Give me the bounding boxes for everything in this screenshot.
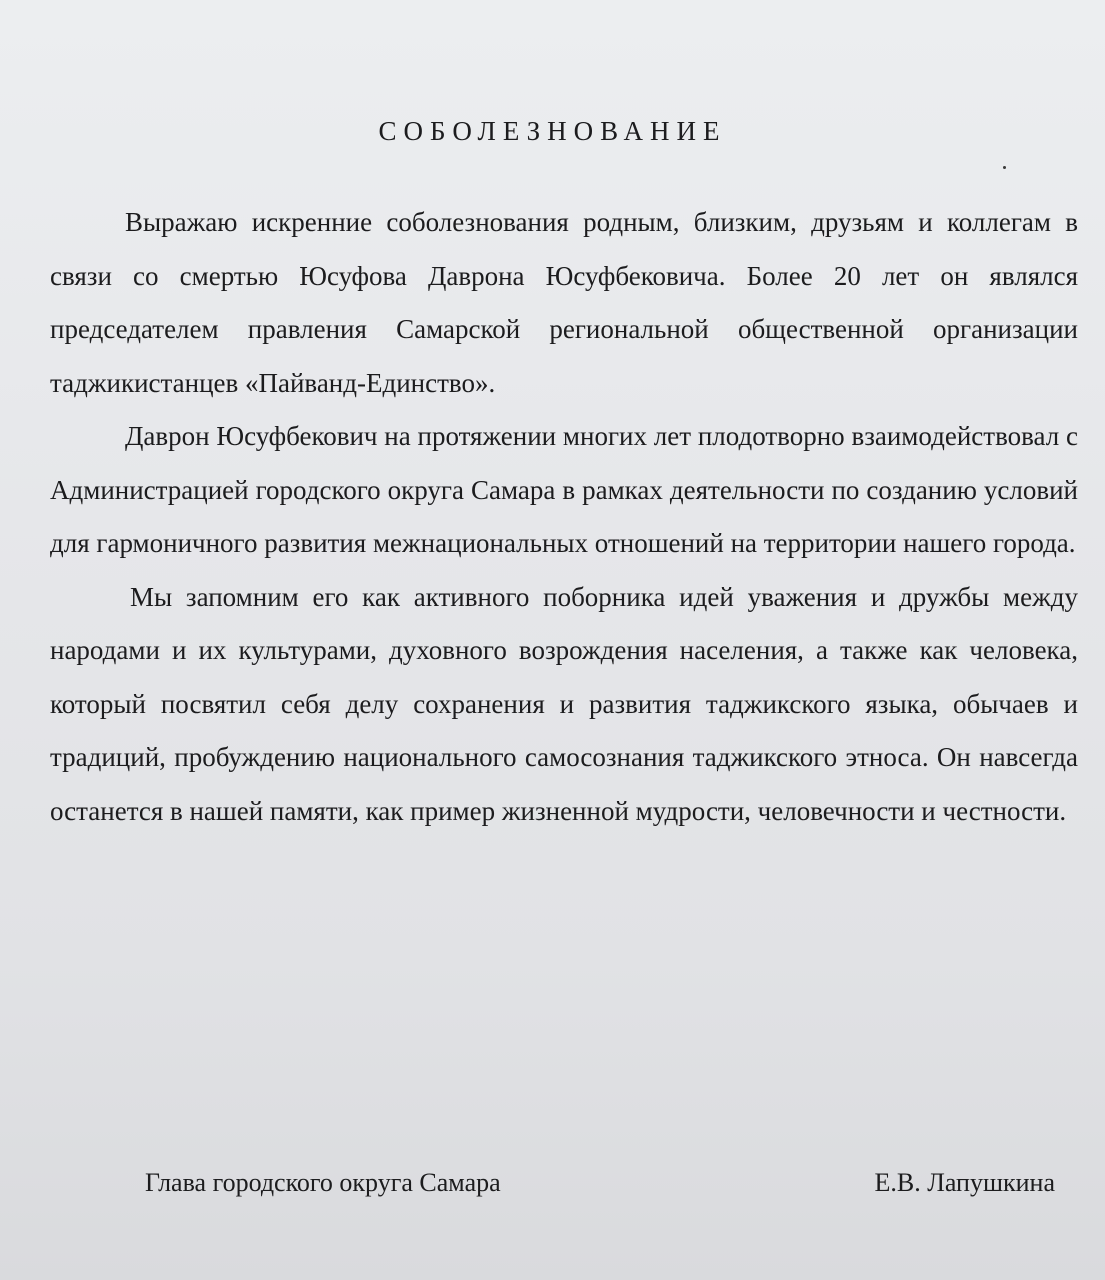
- document-body: [50, 196, 1078, 838]
- paragraph-memory: Мы запомним его как активного поборника идей уважения и дружбы между народами и их культурами, духовного возрождения населения, а также как человека, который посвятил себя делу сохранения и развития таджикского языка, обычаев и традиций, пробуждению национального самосознания таджикского этноса. Он навсегда останется в нашей памяти, как пример жизненной мудрости, человечности и честности.: [50, 581, 1078, 826]
- paragraph-cooperation: Даврон Юсуфбекович на протяжении многих лет плодотворно взаимодействовал с Администрацией городского округа Самара в рамках деятельности по созданию условий для гармоничного развития межнациональных отношений на территории нашего города.: [50, 421, 1078, 558]
- signature-block: [145, 1168, 1055, 1198]
- signatory-name: Е.В. Лапушкина: [874, 1168, 1055, 1197]
- ink-dot: [1003, 166, 1006, 169]
- document-title: СОБОЛЕЗНОВАНИЕ: [378, 116, 727, 146]
- signatory-position: Глава городского округа Самара: [145, 1168, 501, 1197]
- paragraph-condolences: Выражаю искренние соболезнования родным, близким, друзьям и коллегам в связи со смертью Юсуфова Даврона Юсуфбековича. Более 20 лет он являлся председателем правления Самарской региональной общественной организации таджикистанцев «Пайванд-Единство».: [50, 207, 1078, 398]
